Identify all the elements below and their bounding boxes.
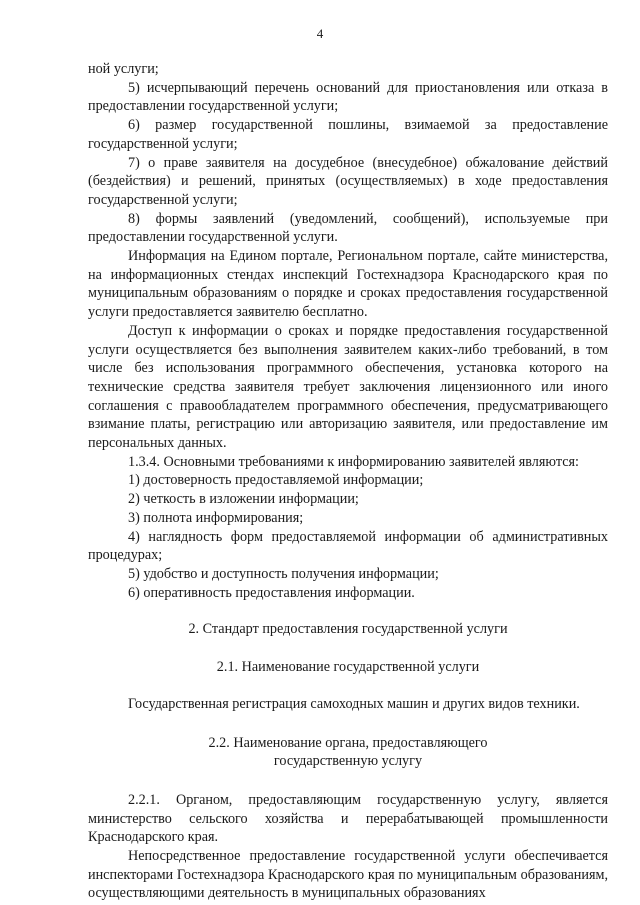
paragraph: 1.3.4. Основными требованиями к информированию заявителей являются: [128,453,579,470]
section-heading: 2. Стандарт предоставления государственной услуги [188,621,508,638]
paragraph: 2.2.1. Органом, предоставляющим государственную услугу, является министерство сельского хозяйства и перерабатывающей промышленности Краснодарского края. [88,791,608,846]
list-item: 3) полнота информирования; [128,509,304,526]
paragraph: ной услуги; [88,61,159,77]
subsection-heading: 2.2. Наименование органа, предоставляющего [208,734,488,751]
service-name: Государственная регистрация самоходных машин и других видов техники. [128,695,580,712]
paragraph: Доступ к информации о сроках и порядке предоставления государственной услуги осуществляется без выполнения заявителем каких-либо требований, в том числе без использования программного обеспечения, установка которого на технические средства заявителя требует заключения лицензионного или иного соглашения с правообладателем программного обеспечения, предусматривающего взимание платы, регистрацию или авторизацию заявителя, или предоставление им персональных данных. [88,322,608,452]
subsection-heading: 2.1. Наименование государственной услуги [216,659,480,676]
list-item: 2) четкость в изложении информации; [128,491,359,508]
list-item: 5) удобство и доступность получения информации; [128,565,439,582]
page-number: 4 [316,26,324,41]
paragraph: Непосредственное предоставление государственной услуги обеспечивается инспекторами Гостехнадзора Краснодарского края по муниципальным образованиям, осуществляющими деятельность в муниципальных образованиях [88,848,608,902]
subsection-heading: государственную услугу [273,753,423,770]
paragraph: Информация на Едином портале, Региональном портале, сайте министерства, на информационных стендах инспекций Гостехнадзора Краснодарского края по муниципальным образованиям о порядке и сроках предоставления государственной услуги предоставляется заявителю бесплатно. [88,248,608,321]
paragraph: 7) о праве заявителя на досудебное (внесудебное) обжалование действий (бездействия) и решений, принятых (осуществляемых) в ходе предоставления государственной услуги; [88,154,608,208]
paragraph-list-bottom [88,791,608,903]
list-item: 4) наглядность форм предоставляемой информации об административных процедурах; [88,528,608,564]
list-item: 6) оперативность предоставления информации. [128,584,415,601]
paragraph: 6) размер государственной пошлины, взимаемой за предоставление государственной услуги; [88,117,608,152]
paragraph-list-top [88,60,608,602]
list-item: 1) достоверность предоставляемой информации; [128,472,424,489]
paragraph: 5) исчерпывающий перечень оснований для приостановления или отказа в предоставлении государственной услуги; [88,79,608,115]
paragraph: 8) формы заявлений (уведомлений, сообщений), используемые при предоставлении государственной услуги. [88,210,608,246]
document-body [88,60,608,903]
